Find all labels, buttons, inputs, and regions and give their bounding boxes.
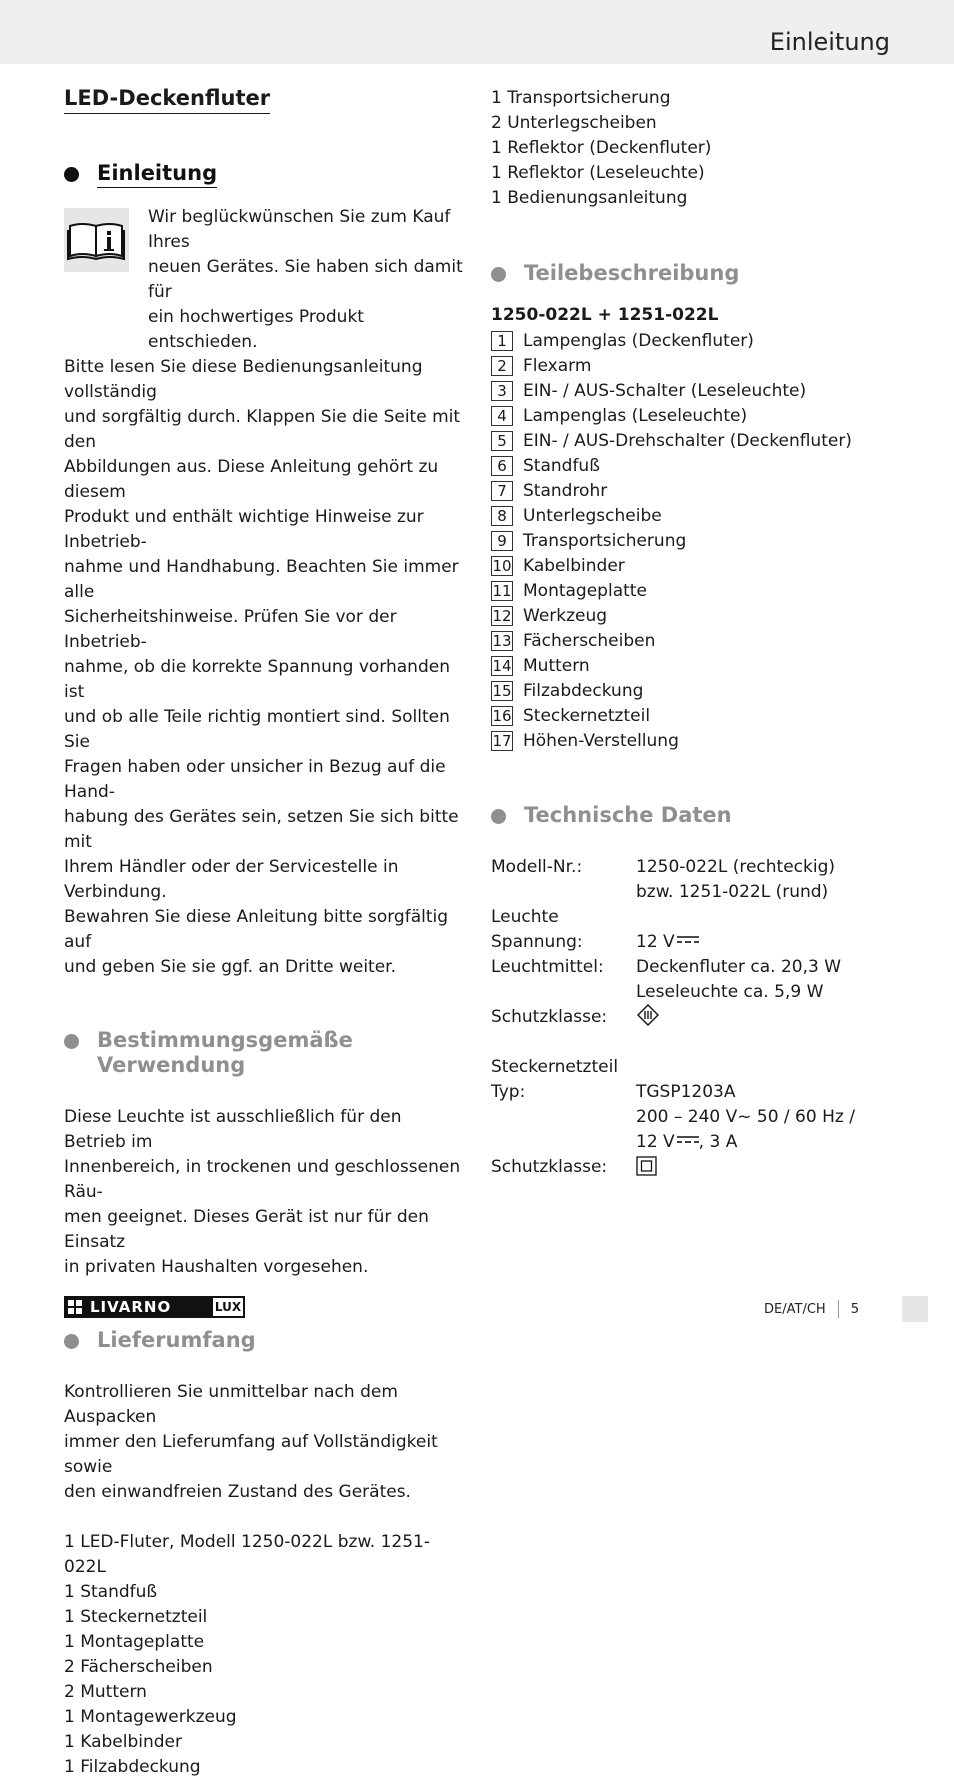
table-row: Leuchte [491,907,559,927]
list-item: 12 Werkzeug [492,605,608,626]
list-item: 9 Transportsicherung [491,528,891,553]
part-number-box: 5 [491,431,513,451]
section-bullet-icon [64,167,79,182]
list-item: 2 Flexarm [491,353,891,378]
list-item: 1 Filzabdeckung [64,1757,201,1777]
part-number-box: 11 [492,581,512,600]
page-header-title: Einleitung [769,28,890,56]
list-item: 6 Standfuß [491,453,891,478]
part-number-box: 10 [492,556,512,575]
section-heading-teilebeschreibung: Teilebeschreibung [491,261,891,286]
table-row: Steckernetzteil [491,1057,619,1077]
list-item: 11 Montageplatte [492,580,647,601]
section-bullet-icon [64,1334,79,1349]
list-item: 15 Filzabdeckung [492,680,644,701]
table-row: Spannung: 12 V [491,930,891,955]
footer-region: DE/AT/CH [764,1301,826,1317]
section-heading-lieferumfang: Lieferumfang [64,1328,466,1353]
part-number-box: 8 [491,506,513,526]
table-row: 200 – 240 V~ 50 / 60 Hz / [636,1107,855,1127]
list-item: 1 Montageplatte [64,1632,205,1652]
part-number-box: 1 [491,331,513,351]
table-row: 12 V , 3 A [636,1132,738,1152]
table-row: bzw. 1251-022L (rund) [636,882,829,902]
list-item: 16 Steckernetzteil [492,705,651,726]
list-item: 8 Unterlegscheibe [491,503,891,528]
section-heading-verwendung: Bestimmungsgemäße Verwendung [64,1028,466,1078]
delivery-list-continued [491,86,891,211]
part-number-box: 12 [492,606,512,625]
table-row: Schutzklasse: [491,1005,891,1030]
logo-mark-icon [68,1300,84,1314]
direct-current-icon [677,935,699,945]
part-number-box: 15 [492,681,512,700]
part-number-box: 14 [492,656,512,675]
protection-class-iii-icon [636,1003,660,1027]
section-bullet-icon [491,267,506,282]
brand-logo [64,1296,245,1318]
intro-paragraph: Wir beglückwünschen Sie zum Kauf Ihres neuen Gerätes. Sie haben sich damit für ein hochwertiges Produkt entschieden. Bitte lesen Sie diese Bedienungsanleitung vollständig und sorgfältig durch. Klappen Sie die Seite mit den Abbildungen aus. Diese Anleitung gehört zu diesem Produkt und enthält wichtige Hinweise zur Inbetrieb- nahme und Handhabung. Beachten Sie immer alle Sicherheitshinweise. Prüfen Sie vor der Inbetrieb- nahme, ob die korrekte Spannung vorhanden ist und ob alle Teile richtig montiert sind. Sollten Sie Fragen haben oder unsicher in Bezug auf die Hand- habung des Gerätes sein, setzen Sie sich bitte mit Ihrem Händler oder der Servicestelle in Verbindung. Bewahren Sie diese Anleitung bitte sorgfältig auf und geben Sie sie ggf. an Dritte weiter. [64,207,463,977]
list-item: 4 Lampenglas (Leseleuchte) [491,403,891,428]
list-item: 1 LED-Fluter, Modell 1250-022L bzw. 1251-022L [64,1532,431,1577]
table-row: Leseleuchte ca. 5,9 W [636,982,824,1002]
list-item: 1 Reflektor (Deckenfluter) [491,138,712,158]
tech-data-table [491,855,891,1180]
protection-class-ii-icon [636,1156,658,1176]
list-item: 3 EIN- / AUS-Schalter (Leseleuchte) [491,378,891,403]
list-item: 7 Standrohr [491,478,891,503]
parts-list [491,328,891,753]
list-item: 10 Kabelbinder [492,555,625,576]
part-number-box: 9 [491,531,513,551]
list-item: 1 Kabelbinder [64,1732,182,1752]
section-bullet-icon [64,1034,79,1049]
right-column [491,86,891,1180]
section-bullet-icon [491,809,506,824]
list-item: 1 Montagewerkzeug [64,1707,237,1727]
usage-paragraph: Diese Leuchte ist ausschließlich für den Betrieb im Innenbereich, in trockenen und geschlossenen Räu- men geeignet. Dieses Gerät ist nur für den Einsatz in privaten Haushalten vorgesehen. [64,1107,461,1277]
list-item: 13 Fächerscheiben [492,630,656,651]
table-row: Schutzklasse: [491,1155,891,1180]
list-item: 5 EIN- / AUS-Drehschalter (Deckenfluter) [491,428,891,453]
list-item: 1 Steckernetzteil [64,1607,208,1627]
part-number-box: 7 [491,481,513,501]
list-item: 1 Transportsicherung [491,88,671,108]
info-book-icon [64,208,129,272]
part-number-box: 3 [491,381,513,401]
part-number-box: 17 [492,731,512,750]
delivery-paragraph: Kontrollieren Sie unmittelbar nach dem Auspacken immer den Lieferumfang auf Vollständigkeit sowie den einwandfreien Zustand des Gerätes. [64,1382,438,1502]
list-item: 14 Muttern [492,655,590,676]
table-row: Modell-Nr.: 1250-022L (rechteckig) [491,857,836,877]
list-item: 1 Lampenglas (Deckenfluter) [491,328,891,353]
list-item: 1 Bedienungsanleitung [491,188,688,208]
parts-model-heading: 1250-022L + 1251-022L [491,305,719,325]
footer-info [764,1300,859,1318]
table-row: Leuchtmittel: Deckenfluter ca. 20,3 W [491,957,842,977]
brand-name: LIVARNO [90,1298,172,1316]
list-item: 2 Muttern [64,1682,147,1702]
part-number-box: 16 [492,706,512,725]
part-number-box: 6 [491,456,513,476]
brand-suffix: LUX [211,1296,245,1318]
left-column [64,84,466,1780]
document-title: LED-Deckenfluter [64,84,270,114]
list-item: 2 Unterlegscheiben [491,113,657,133]
part-number-box: 13 [492,631,512,650]
list-item: 2 Fächerscheiben [64,1657,213,1677]
list-item: 1 Reflektor (Leseleuchte) [491,163,705,183]
part-number-box: 2 [491,356,513,376]
footer-divider [838,1300,839,1318]
delivery-list [64,1530,466,1780]
list-item: 17 Höhen-Verstellung [492,730,679,751]
section-heading-einleitung: Einleitung [64,161,466,188]
footer-tab [902,1296,928,1322]
direct-current-icon [677,1135,699,1145]
list-item: 1 Standfuß [64,1582,158,1602]
part-number-box: 4 [491,406,513,426]
page-number: 5 [850,1301,859,1317]
table-row: Typ: TGSP1203A [491,1082,736,1102]
section-heading-technische-daten: Technische Daten [491,803,891,828]
